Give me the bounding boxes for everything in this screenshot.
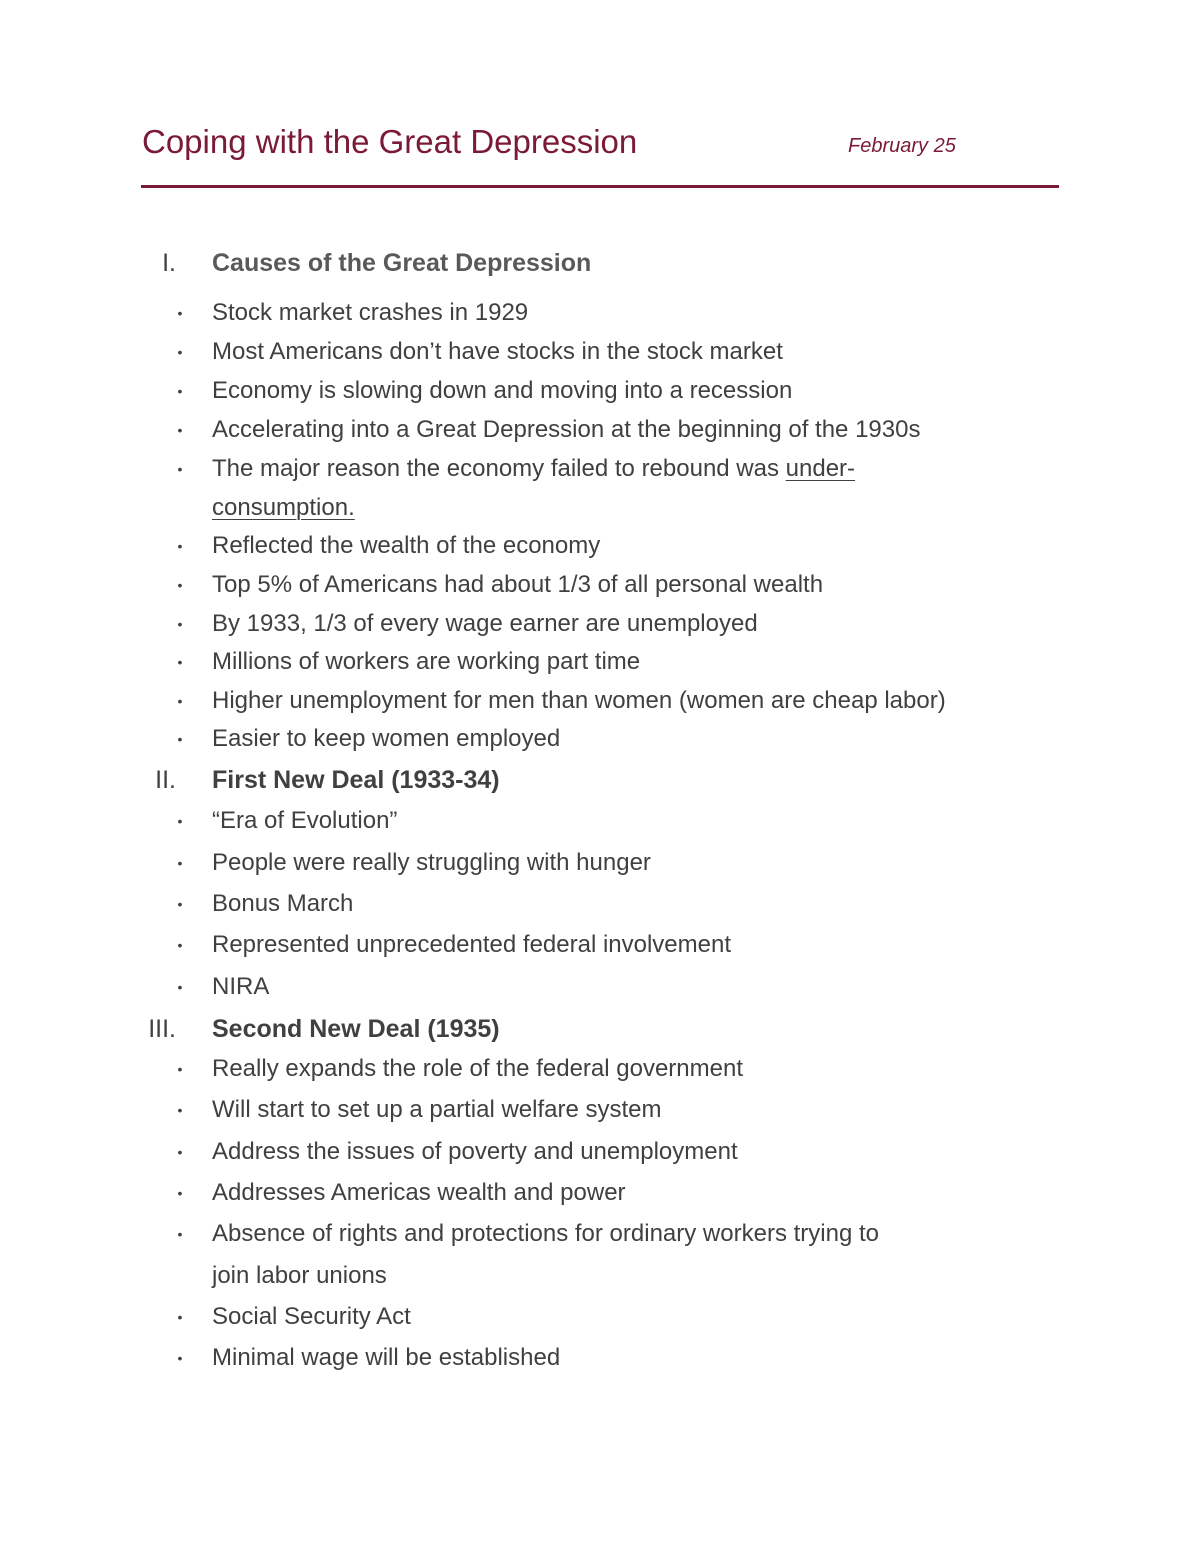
list-item: Easier to keep women employed	[212, 725, 561, 752]
list-item: Addresses Americas wealth and power	[212, 1179, 626, 1206]
bullet-icon: •	[177, 538, 183, 554]
bullet-icon: •	[177, 305, 183, 321]
section-heading: Causes of the Great Depression	[212, 249, 592, 277]
list-item: Accelerating into a Great Depression at the beginning of the 1930s	[212, 416, 921, 443]
page-title: Coping with the Great Depression	[142, 123, 638, 160]
bullet-icon: •	[177, 1102, 183, 1118]
list-item: Really expands the role of the federal government	[212, 1055, 743, 1082]
list-item: Millions of workers are working part time	[212, 648, 641, 675]
section-heading: First New Deal (1933-34)	[212, 766, 500, 794]
bullet-icon: •	[177, 855, 183, 871]
section-numeral: I.	[162, 249, 176, 277]
list-item: Most Americans don’t have stocks in the stock market	[212, 338, 783, 365]
bullet-icon: •	[177, 979, 183, 995]
list-item: Absence of rights and protections for ordinary workers trying to	[212, 1220, 879, 1247]
bullet-icon: •	[177, 654, 183, 670]
list-item: Bonus March	[212, 890, 354, 917]
bullet-icon: •	[177, 616, 183, 632]
list-item: NIRA	[212, 973, 270, 1000]
underlined-term: consumption.	[212, 494, 355, 521]
list-item-continuation	[212, 493, 355, 523]
list-item: Stock market crashes in 1929	[212, 299, 529, 326]
bullet-icon: •	[177, 461, 183, 477]
bullet-icon: •	[177, 1350, 183, 1366]
bullet-icon: •	[177, 813, 183, 829]
list-item: Higher unemployment for men than women (women are cheap labor)	[212, 687, 946, 714]
list-item-text: The major reason the economy failed to rebound was	[212, 455, 786, 482]
list-item: Economy is slowing down and moving into a recession	[212, 377, 793, 404]
list-item: “Era of Evolution”	[212, 807, 398, 834]
list-item: Social Security Act	[212, 1303, 411, 1330]
bullet-icon: •	[177, 1185, 183, 1201]
section-numeral: III.	[148, 1015, 176, 1043]
bullet-icon: •	[177, 693, 183, 709]
underlined-term: under-	[785, 455, 856, 482]
bullet-icon: •	[177, 1226, 183, 1242]
list-item: Top 5% of Americans had about 1/3 of all personal wealth	[212, 571, 824, 598]
list-item	[212, 454, 855, 484]
list-item: Address the issues of poverty and unemployment	[212, 1138, 738, 1165]
list-item-continuation: join labor unions	[212, 1262, 387, 1289]
page-date: February 25	[848, 135, 956, 157]
bullet-icon: •	[177, 422, 183, 438]
bullet-icon: •	[177, 1061, 183, 1077]
bullet-icon: •	[177, 731, 183, 747]
list-item: People were really struggling with hunger	[212, 849, 651, 876]
list-item: Represented unprecedented federal involvement	[212, 931, 732, 958]
section-numeral: II.	[155, 766, 176, 794]
bullet-icon: •	[177, 1309, 183, 1325]
list-item: By 1933, 1/3 of every wage earner are unemployed	[212, 610, 758, 637]
list-item: Reflected the wealth of the economy	[212, 532, 601, 559]
bullet-icon: •	[177, 344, 183, 360]
bullet-icon: •	[177, 383, 183, 399]
list-item: Will start to set up a partial welfare system	[212, 1096, 662, 1123]
bullet-icon: •	[177, 896, 183, 912]
bullet-icon: •	[177, 1144, 183, 1160]
bullet-icon: •	[177, 937, 183, 953]
bullet-icon: •	[177, 577, 183, 593]
section-heading: Second New Deal (1935)	[212, 1015, 500, 1043]
list-item: Minimal wage will be established	[212, 1344, 561, 1371]
